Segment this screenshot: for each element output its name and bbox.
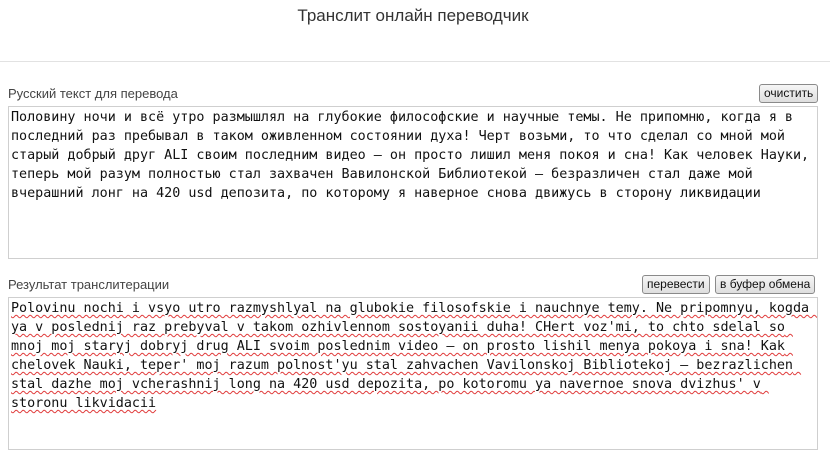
header-divider [0,61,830,62]
clear-button[interactable]: очистить [759,84,818,103]
source-textarea[interactable]: Половину ночи и всё утро размышлял на глубокие философские и научные темы. Не припомню, когда я в последний раз пребывал в таком оживленном состоянии духа! Черт возьми, то что сделал со мной мой старый добрый друг ALI своим последним видео — он просто лишил меня покоя и сна! Как человек Науки, теперь мой разум полностью стал захвачен Вавилонской Библиотекой — безразличен стал даже мой вчерашний лонг на 420 usd депозита, по которому я наверное снова движусь в сторону ликвидации [8,106,818,259]
source-label: Русский текст для перевода [8,86,178,101]
translate-button[interactable]: перевести [642,275,710,294]
page-title: Транслит онлайн переводчик [297,6,529,25]
result-label: Результат транслитерации [8,277,170,292]
copy-to-clipboard-button[interactable]: в буфер обмена [715,275,815,294]
result-textarea[interactable]: Polovinu nochi i vsyo utro razmyshlyal na glubokie filosofskie i nauchnye temy. Ne pripomnyu, kogda ya v poslednij raz prebyval v takom ozhivlennom sostoyanii duha! CHert voz'mi, to chto sdelal so mnoj moj staryj dobryj drug ALI svoim poslednim video — on prosto lishil menya pokoya i sna! Kak chelovek Nauki, teper' moj razum polnost'yu stal zahvachen Vavilonskoj Bibliotekoj — bezrazlichen stal dazhe moj vcherashnij long na 420 usd depozita, po kotoromu ya navernoe snova dvizhus' v storonu likvidacii [8,297,818,450]
